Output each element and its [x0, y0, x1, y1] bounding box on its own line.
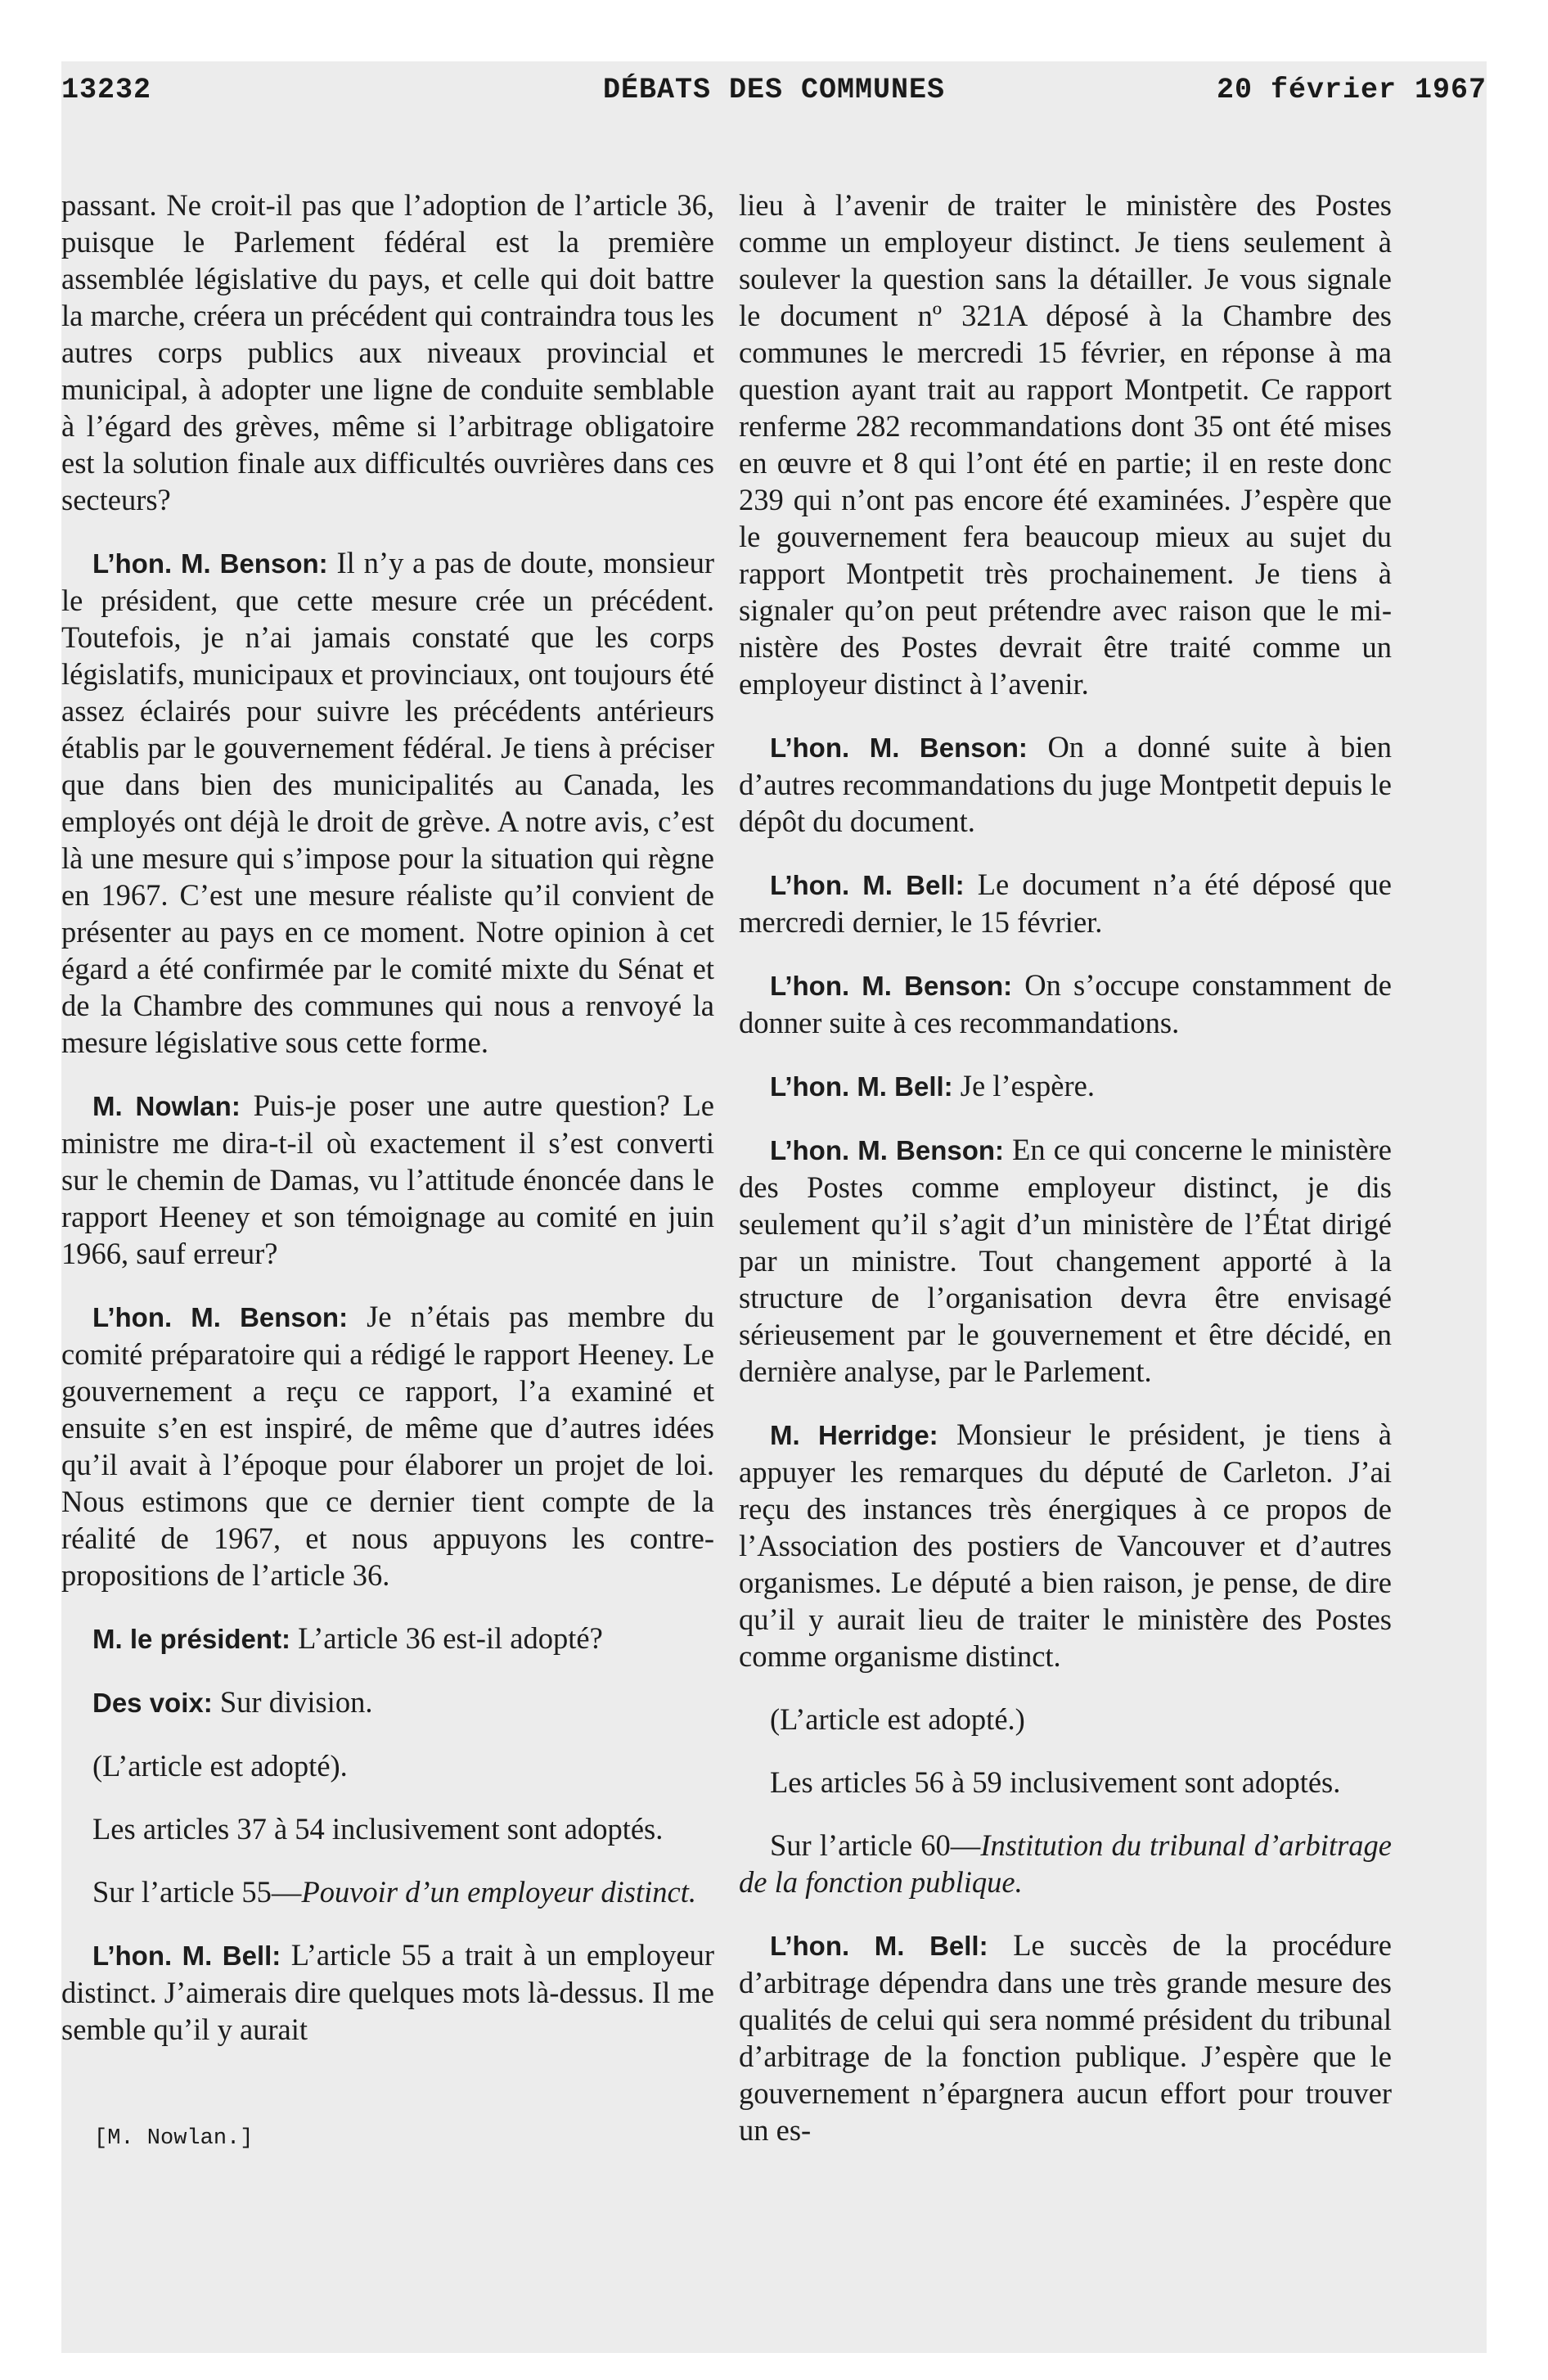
paragraph — [61, 1087, 714, 1272]
speech-text: On s’occupe constamment de donner suite à ces recommandations. — [739, 968, 1393, 1039]
paragraph — [61, 1936, 714, 2048]
footnote: [M. Nowlan.] — [94, 2126, 254, 2151]
paragraph — [739, 1927, 1392, 2148]
paragraph — [739, 1131, 1392, 1390]
speech-text: Il n’y a pas de doute, monsieur le président, que cette mesure crée un précédent. Toutefois, je n’ai jamais constaté que les corps législatifs, municipaux et provinciaux, ont toujours été assez éclairés pour suivre les précédents antérieurs établis par le gouvernement fédéral. Je tiens à préciser que dans bien des municipalités au Canada, les employés ont déjà le droit de grève. A notre avis, c’est là une mesure qui s’impose pour la situation qui règne en 1967. C’est une mesure réaliste qu’il convient de présenter au pays en ce moment. Notre opinion à cet égard a été confirmée par le comité mixte du Sénat et de la Chambre des communes qui nous a renvoyé la mesure législative sous cette forme. — [61, 546, 714, 1059]
speech-text: L’article 36 est-il adopté? — [298, 1621, 603, 1655]
speech-text: Le document n’a été déposé que mercredi dernier, le 15 février. — [739, 868, 1392, 939]
paragraph: Les articles 56 à 59 inclusivement sont adoptés. — [770, 1765, 1341, 1799]
speaker-name: M. Herridge: — [770, 1420, 938, 1450]
speech-text: Monsieur le président, je tiens à appuyer les remarques du député de Carleton. J’ai reçu des instances très énergiques à ce propos de l’Association des postiers de Vancouver et d’autres organismes. Le député a bien raison, je pense, de dire qu’il y aurait lieu de traiter le ministère des Postes comme organisme distinct. — [739, 1418, 1392, 1673]
page-date: 20 février 1967 — [1216, 74, 1487, 106]
paragraph — [61, 544, 714, 1061]
paragraph — [61, 1620, 714, 1657]
paragraph — [61, 1684, 714, 1721]
section-title: Institution du tribunal d’arbitrage de la fonction publique. — [739, 1828, 1392, 1899]
section-heading — [61, 1873, 714, 1910]
speaker-name: L’hon. M. Benson: — [770, 971, 1013, 1001]
paragraph: (L’article est adopté). — [92, 1749, 348, 1783]
speaker-name: L’hon. M. Benson: — [92, 1302, 349, 1332]
paragraph — [739, 967, 1392, 1041]
paragraph — [739, 1067, 1392, 1105]
speech-text: Je n’étais pas membre du comité préparatoire qui a rédigé le rapport Heeney. Le gouvernement a reçu ce rapport, l’a examiné et ensuite s’en est inspiré, de même que d’autres idées qu’il avait à l’époque pour élaborer un projet de loi. Nous estimons que ce dernier tient compte de la réalité de 1967, et nous appuyons les contre-propositions de l’article 36. — [61, 1300, 714, 1592]
speaker-name: L’hon. M. Benson: — [770, 1135, 1005, 1165]
section-label: Sur l’article 55— — [92, 1875, 302, 1909]
section-title: Pouvoir d’un employeur distinct. — [301, 1875, 696, 1909]
speech-text: En ce qui concerne le ministère des Postes comme employeur distinct, je dis seulement qu’il s’agit d’un ministère de l’État dirigé par un ministre. Tout changement apporté à la structure de l’organisation devra être envisagé sérieusement par le gouvernement et être décidé, en dernière analyse, par le Parlement. — [739, 1133, 1392, 1388]
paragraph: lieu à l’avenir de traiter le ministère des Postes comme un employeur distinct. Je tiens seulement à soulever la question sans la détailler. Je vous signale le document nº 321A déposé à la Chambre des communes le mercredi 15 février, en réponse à ma question ayant trait au rapport Montpetit. Ce rapport renferme 282 recommandations dont 35 ont été mises en œuvre et 8 qui l’ont été en partie; il en reste donc 239 qui n’ont pas encore été examinées. J’espère que le gouvernement fera beaucoup mieux au sujet du rapport Montpetit très prochainement. Je tiens à signaler qu’on peut prétendre avec raison que le ministère des Postes devrait être traité comme un employeur distinct à l’avenir. — [739, 188, 1392, 701]
page-header — [61, 74, 1487, 113]
speaker-name: L’hon. M. Bell: — [770, 1931, 988, 1961]
section-label: Sur l’article 60— — [770, 1828, 981, 1862]
speech-text: Sur division. — [219, 1685, 373, 1719]
paragraph — [739, 728, 1392, 840]
page-title: DÉBATS DES COMMUNES — [602, 74, 946, 106]
speaker-name: L’hon. M. Bell: — [770, 1071, 953, 1102]
paragraph — [739, 1416, 1392, 1675]
paragraph: Les articles 37 à 54 inclusivement sont adoptés. — [92, 1812, 664, 1846]
speaker-name: L’hon. M. Benson: — [92, 548, 328, 579]
speech-text: On a donné suite à bien d’autres recommandations du juge Montpetit depuis le dépôt du document. — [739, 730, 1392, 838]
speaker-name: M. le président: — [92, 1624, 291, 1654]
speaker-name: Des voix: — [92, 1688, 213, 1718]
speaker-name: L’hon. M. Bell: — [92, 1941, 281, 1971]
left-column — [61, 187, 714, 2074]
speech-text: Le succès de la procédure d’arbitrage dépendra dans une très grande mesure des qualités de celui qui sera nommé président du tribunal d’arbitrage de la fonction publique. J’espère que le gouvernement n’épargnera aucun effort pour trouver un es- — [739, 1928, 1393, 2147]
speech-text: Puis-je poser une autre question? Le ministre me dira-t-il où exactement il s’est converti sur le chemin de Damas, vu l’attitude énoncée dans le rapport Heeney et son témoignage au comité en juin 1966, sauf erreur? — [61, 1089, 715, 1270]
page-number: 13232 — [61, 74, 152, 106]
right-column — [739, 187, 1392, 2175]
speech-text: Je l’espère. — [960, 1069, 1095, 1102]
paragraph: (L’article est adopté.) — [770, 1702, 1025, 1736]
paragraph — [739, 866, 1392, 940]
speech-text: L’article 55 a trait à un employeur distinct. J’aimerais dire quelques mots là-dessus. Il me semble qu’il y aurait — [61, 1938, 715, 2046]
speaker-name: L’hon. M. Bell: — [770, 870, 965, 900]
paragraph: passant. Ne croit-il pas que l’adoption de l’article 36, puisque le Parlement fédéral est la première assemblée législative du pays, et celle qui doit battre la marche, créera un précédent qui contraindra tous les autres corps publics aux niveaux provincial et municipal, à adopter une ligne de conduite semblable à l’égard des grèves, même si l’arbitrage obligatoire est la solution finale aux difficultés ouvrières dans ces secteurs? — [61, 188, 714, 516]
paragraph — [61, 1298, 714, 1593]
section-heading — [739, 1827, 1392, 1900]
speaker-name: M. Nowlan: — [92, 1091, 241, 1121]
speaker-name: L’hon. M. Benson: — [770, 732, 1028, 763]
